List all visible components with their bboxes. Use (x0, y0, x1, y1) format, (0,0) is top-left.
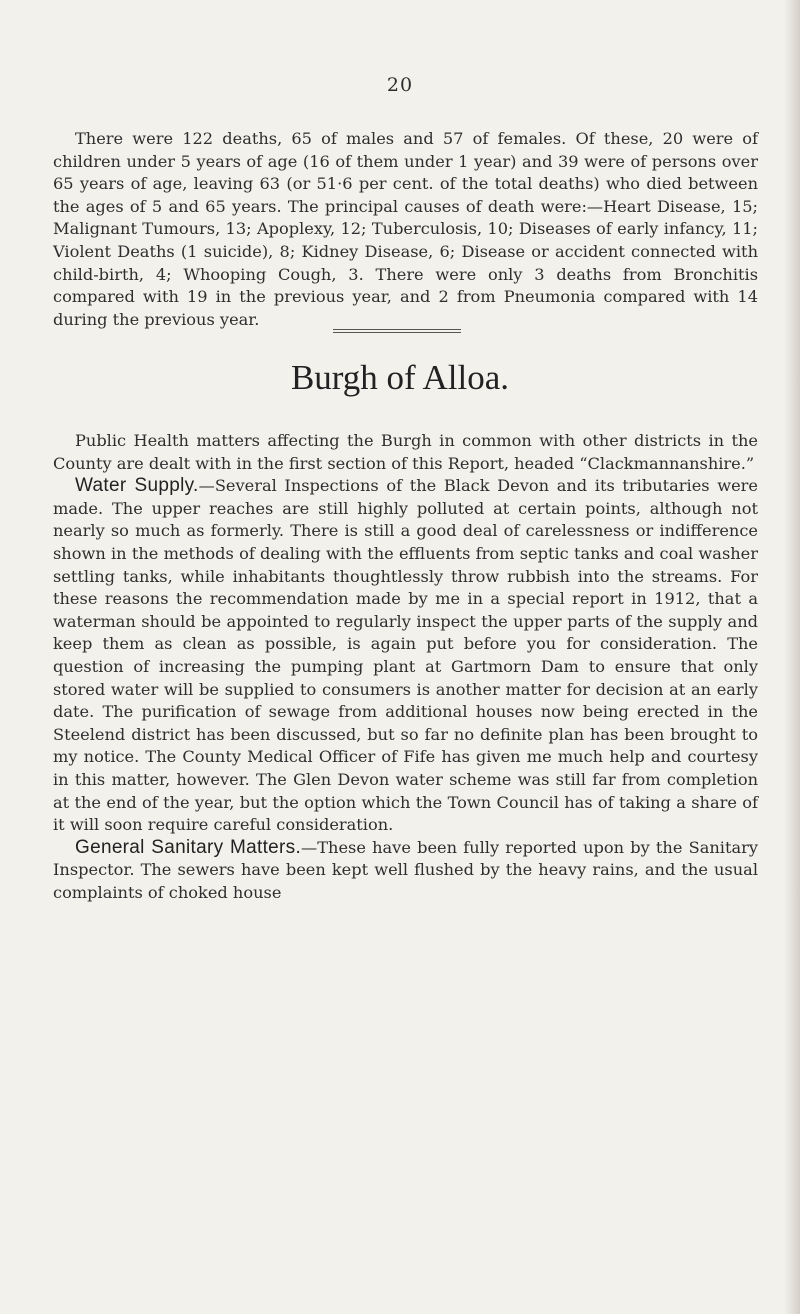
general-sanitary-text: —These have been fully reported upon by the Sanitary Inspector. The sewers have been kept well flushed by the heavy rains, and the usual complaints of choked house (53, 837, 758, 902)
general-sanitary-paragraph (53, 837, 758, 905)
mortality-section (53, 128, 758, 331)
section-divider-rule (333, 329, 461, 333)
burgh-section-body (53, 430, 758, 904)
page-number: 20 (386, 74, 414, 96)
general-sanitary-heading: General Sanitary Matters. (75, 836, 302, 858)
page-edge-shadow (784, 0, 800, 1314)
section-heading: Burgh of Alloa. (290, 358, 510, 397)
water-supply-heading: Water Supply. (75, 475, 199, 497)
mortality-paragraph: There were 122 deaths, 65 of males and 57 of females. Of these, 20 were of children under 5 years of age (16 of them under 1 year) and 39 were of persons over 65 years of age, leaving 63 (or 51·6 per cent. of the total deaths) who died between the ages of 5 and 65 years. The principal causes of death were:—Heart Disease, 15; Malignant Tumours, 13; Apoplexy, 12; Tuberculosis, 10; Diseases of early infancy, 11; Violent Deaths (1 suicide), 8; Kidney Disease, 6; Disease or accident connected with child-birth, 4; Whooping Cough, 3. There were only 3 deaths from Bronchitis compared with 19 in the previous year, and 2 from Pneumonia compared with 14 during the previous year. (53, 129, 758, 329)
water-supply-text: —Several Inspections of the Black Devon and its tributaries were made. The upper reaches are still highly polluted at certain points, although not nearly so much as formerly. There is still a good deal of carelessness or indifference shown in the methods of dealing with the effluents from septic tanks and coal washer settling tanks, while inhabitants thoughtlessly throw rubbish into the streams. For these reasons the recommendation made by me in a special report in 1912, that a waterman should be appointed to regularly inspect the upper parts of the supply and keep them as clean as possible, is again put before you for consideration. The question of increasing the pumping plant at Gartmorn Dam to ensure that only stored water will be supplied to consumers is another matter for decision at an early date. The purification of sewage from additional houses now being erected in the Steelend district has been discussed, but so far no definite plan has been brought to my notice. The County Medical Officer of Fife has given me much help and courtesy in this matter, however. The Glen Devon water scheme was still far from completion at the end of the year, but the option which the Town Council has of taking a share of it will soon require careful consideration. (53, 476, 758, 835)
intro-paragraph: Public Health matters affecting the Burgh in common with other districts in the County are dealt with in the first section of this Report, headed “Clackmannanshire.” (53, 431, 758, 473)
water-supply-paragraph (53, 475, 758, 837)
